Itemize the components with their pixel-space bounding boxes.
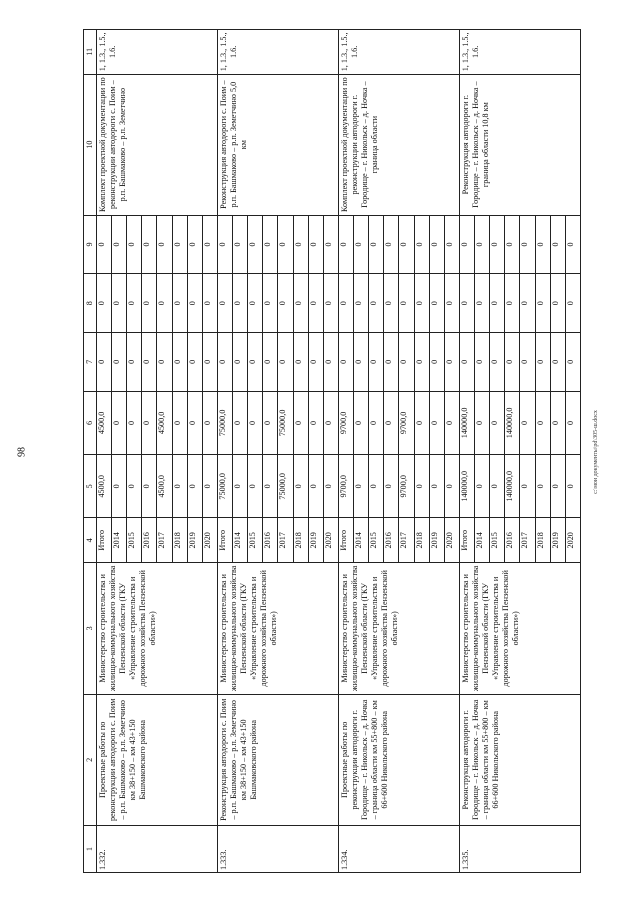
total-funding-value: 9700,0 <box>339 455 354 517</box>
local-budget-value: 0 <box>202 301 212 306</box>
year-list-value: 2015 <box>369 518 384 562</box>
year-list-value: 2020 <box>565 532 575 549</box>
year-list-value: 2019 <box>308 518 323 562</box>
total-funding-value: 75000,0 <box>278 455 293 517</box>
regional-budget-value: 0 <box>369 392 384 454</box>
other-sources-value: 0 <box>202 242 212 247</box>
regional-budget-value: 0 <box>293 392 308 454</box>
measure-name: Реконструкция автодороги г. Городище – г. Никольск – д. Ночка – граница области км 55+800 – км 66+600 Никольского района <box>460 694 581 825</box>
other-sources <box>339 215 460 274</box>
header-row <box>84 30 97 873</box>
other-sources-value: 0 <box>323 242 333 247</box>
local-budget-value: 0 <box>233 274 248 332</box>
expected-result: Реконструкция автодороги с. Поим – р.п. Башмаково – р.п. Земетчино 5,0 км <box>218 74 339 215</box>
local-budget-value: 0 <box>323 301 333 306</box>
table-row <box>339 30 460 873</box>
other-sources <box>218 215 339 274</box>
year-list-value: 2016 <box>142 518 157 562</box>
federal-budget-value: 0 <box>490 333 505 391</box>
expected-result: Комплект проектной документации по реконструкции автодороги г. Городище – г. Никольск – д. Ночка – граница области <box>339 74 460 215</box>
year-list-value: Итого <box>460 518 475 562</box>
federal-budget-value: 0 <box>565 359 575 364</box>
indicator-reference: 1, 1.3., 1.5., 1.6. <box>218 30 339 75</box>
federal-budget-value: 0 <box>218 333 233 391</box>
total-funding <box>460 455 581 518</box>
year-list <box>97 518 218 563</box>
other-sources-value: 0 <box>460 216 475 274</box>
year-list-value: 2018 <box>293 518 308 562</box>
other-sources-value: 0 <box>187 216 202 274</box>
column-header-6: 6 <box>84 391 97 454</box>
total-funding-value: 4500,0 <box>97 455 112 517</box>
column-header-10: 10 <box>84 74 97 215</box>
local-budget-value: 0 <box>429 274 444 332</box>
other-sources-value: 0 <box>550 216 565 274</box>
total-funding <box>218 455 339 518</box>
measure-name: Реконструкция автодороги с. Поим – р.п. Башмаково – р.п. Земетчино км 38+150 – км 43+150 Башмаковского района <box>218 694 339 825</box>
total-funding-value: 0 <box>308 455 323 517</box>
total-funding-value: 0 <box>354 455 369 517</box>
federal-budget-value: 0 <box>384 333 399 391</box>
other-sources <box>460 215 581 274</box>
other-sources-value: 0 <box>97 216 112 274</box>
regional-budget-value: 0 <box>475 392 490 454</box>
regional-budget-value: 4500,0 <box>157 392 172 454</box>
regional-budget <box>97 391 218 454</box>
year-list <box>460 518 581 563</box>
federal-budget-value: 0 <box>172 333 187 391</box>
total-funding-value: 0 <box>520 455 535 517</box>
year-list <box>339 518 460 563</box>
federal-budget <box>97 332 218 391</box>
other-sources-value: 0 <box>444 242 454 247</box>
federal-budget-value: 0 <box>233 333 248 391</box>
year-list-value: Итого <box>218 518 233 562</box>
year-list-value: 2019 <box>187 518 202 562</box>
local-budget <box>218 274 339 333</box>
total-funding-value: 0 <box>233 455 248 517</box>
local-budget-value: 0 <box>112 274 127 332</box>
local-budget-value: 0 <box>172 274 187 332</box>
total-funding-value: 0 <box>202 484 212 489</box>
other-sources-value: 0 <box>490 216 505 274</box>
year-list <box>218 518 339 563</box>
footer-file-path-text: c:\мои документы\pd\305-ш.docx <box>593 410 599 494</box>
year-list-value: Итого <box>97 518 112 562</box>
local-budget-value: 0 <box>535 274 550 332</box>
local-budget-value: 0 <box>520 274 535 332</box>
other-sources-value: 0 <box>429 216 444 274</box>
other-sources-value: 0 <box>293 216 308 274</box>
regional-budget-value: 140000,0 <box>460 392 475 454</box>
total-funding-value: 0 <box>248 455 263 517</box>
year-list-value: 2020 <box>444 532 454 549</box>
total-funding-value: 0 <box>414 455 429 517</box>
local-budget-value: 0 <box>475 274 490 332</box>
other-sources-value: 0 <box>520 216 535 274</box>
total-funding-value: 140000,0 <box>505 455 520 517</box>
local-budget-value: 0 <box>293 274 308 332</box>
federal-budget-value: 0 <box>112 333 127 391</box>
other-sources-value: 0 <box>218 216 233 274</box>
year-list-value: 2016 <box>505 518 520 562</box>
other-sources-value: 0 <box>172 216 187 274</box>
federal-budget-value: 0 <box>460 333 475 391</box>
column-header-8: 8 <box>84 274 97 333</box>
local-budget-value: 0 <box>399 274 414 332</box>
federal-budget-value: 0 <box>505 333 520 391</box>
local-budget <box>339 274 460 333</box>
regional-budget-value: 0 <box>172 392 187 454</box>
federal-budget-value: 0 <box>339 333 354 391</box>
table-row <box>97 30 218 873</box>
local-budget-value: 0 <box>384 274 399 332</box>
indicator-reference: 1, 1.3., 1.5., 1.6. <box>460 30 581 75</box>
regional-budget-value: 0 <box>248 392 263 454</box>
local-budget <box>97 274 218 333</box>
local-budget <box>460 274 581 333</box>
regional-budget-value: 9700,0 <box>399 392 414 454</box>
federal-budget-value: 0 <box>202 359 212 364</box>
total-funding-value: 140000,0 <box>460 455 475 517</box>
rotated-table-container <box>83 29 581 873</box>
federal-budget-value: 0 <box>444 359 454 364</box>
other-sources-value: 0 <box>263 216 278 274</box>
executor-name: Министерство строительства и жилищно-коммунального хозяйства Пензенской области (ГКУ «Управление строительства и дорожного хозяйства Пензенской области») <box>218 563 339 694</box>
other-sources-value: 0 <box>127 216 142 274</box>
regional-budget <box>218 391 339 454</box>
year-list-value: 2017 <box>278 518 293 562</box>
other-sources-value: 0 <box>535 216 550 274</box>
year-list-value: 2020 <box>202 532 212 549</box>
federal-budget-value: 0 <box>142 333 157 391</box>
total-funding-value: 0 <box>429 455 444 517</box>
local-budget-value: 0 <box>187 274 202 332</box>
local-budget-value: 0 <box>248 274 263 332</box>
federal-budget-value: 0 <box>157 333 172 391</box>
total-funding-value: 9700,0 <box>399 455 414 517</box>
other-sources <box>97 215 218 274</box>
other-sources-value: 0 <box>505 216 520 274</box>
year-list-value: 2018 <box>414 518 429 562</box>
total-funding-value: 0 <box>490 455 505 517</box>
year-list-value: 2014 <box>354 518 369 562</box>
local-budget-value: 0 <box>339 274 354 332</box>
federal-budget-value: 0 <box>369 333 384 391</box>
local-budget-value: 0 <box>263 274 278 332</box>
regional-budget-value: 0 <box>444 420 454 425</box>
regional-budget-value: 0 <box>202 420 212 425</box>
local-budget-value: 0 <box>460 274 475 332</box>
total-funding-value: 0 <box>384 455 399 517</box>
federal-budget-value: 0 <box>429 333 444 391</box>
federal-budget-value: 0 <box>535 333 550 391</box>
other-sources-value: 0 <box>112 216 127 274</box>
regional-budget-value: 9700,0 <box>339 392 354 454</box>
expected-result: Комплект проектной документации по реконструкции автодороги с. Поим – р.п. Башмаково – р.п. Земетчино <box>97 74 218 215</box>
indicator-reference: 1, 1.3., 1.5., 1.6. <box>97 30 218 75</box>
local-budget-value: 0 <box>157 274 172 332</box>
year-list-value: 2014 <box>233 518 248 562</box>
local-budget-value: 0 <box>142 274 157 332</box>
year-list-value: 2015 <box>127 518 142 562</box>
local-budget-value: 0 <box>278 274 293 332</box>
regional-budget-value: 0 <box>490 392 505 454</box>
total-funding-value: 0 <box>369 455 384 517</box>
column-header-5: 5 <box>84 455 97 518</box>
local-budget-value: 0 <box>505 274 520 332</box>
total-funding-value: 0 <box>293 455 308 517</box>
column-header-11: 11 <box>84 30 97 75</box>
other-sources-value: 0 <box>248 216 263 274</box>
local-budget-value: 0 <box>218 274 233 332</box>
federal-budget-value: 0 <box>187 333 202 391</box>
total-funding-value: 0 <box>187 455 202 517</box>
row-number: 1.332. <box>97 826 218 873</box>
federal-budget-value: 0 <box>278 333 293 391</box>
regional-budget-value: 0 <box>429 392 444 454</box>
total-funding-value: 4500,0 <box>157 455 172 517</box>
total-funding-value: 0 <box>565 484 575 489</box>
total-funding-value: 0 <box>112 455 127 517</box>
column-header-4: 4 <box>84 518 97 563</box>
total-funding-value: 0 <box>444 484 454 489</box>
column-header-2: 2 <box>84 694 97 825</box>
total-funding-value: 75000,0 <box>218 455 233 517</box>
year-list-value: 2014 <box>475 518 490 562</box>
regional-budget-value: 0 <box>520 392 535 454</box>
federal-budget-value: 0 <box>127 333 142 391</box>
other-sources-value: 0 <box>475 216 490 274</box>
executor-name: Министерство строительства и жилищно-коммунального хозяйства Пензенской области (ГКУ «Управление строительства и дорожного хозяйства Пензенской области») <box>460 563 581 694</box>
year-list-value: 2015 <box>490 518 505 562</box>
regional-budget <box>460 391 581 454</box>
other-sources-value: 0 <box>339 216 354 274</box>
table-body <box>97 30 581 873</box>
local-budget-value: 0 <box>369 274 384 332</box>
other-sources-value: 0 <box>414 216 429 274</box>
page-number-text: 98 <box>16 447 28 457</box>
local-budget-value: 0 <box>308 274 323 332</box>
total-funding-value: 0 <box>550 455 565 517</box>
column-header-1: 1 <box>84 826 97 873</box>
column-header-3: 3 <box>84 563 97 694</box>
executor-name: Министерство строительства и жилищно-коммунального хозяйства Пензенской области (ГКУ «Управление строительства и дорожного хозяйства Пензенской области») <box>97 563 218 694</box>
regional-budget <box>339 391 460 454</box>
regional-budget-value: 0 <box>565 420 575 425</box>
year-list-value: 2015 <box>248 518 263 562</box>
year-list-value: 2019 <box>429 518 444 562</box>
local-budget-value: 0 <box>97 274 112 332</box>
column-header-9: 9 <box>84 215 97 274</box>
federal-budget <box>339 332 460 391</box>
total-funding-value: 0 <box>323 484 333 489</box>
regional-budget-value: 0 <box>308 392 323 454</box>
year-list-value: 2017 <box>399 518 414 562</box>
local-budget-value: 0 <box>444 301 454 306</box>
federal-budget-value: 0 <box>323 359 333 364</box>
regional-budget-value: 0 <box>263 392 278 454</box>
other-sources-value: 0 <box>384 216 399 274</box>
federal-budget-value: 0 <box>263 333 278 391</box>
regional-budget-value: 75000,0 <box>278 392 293 454</box>
executor-name: Министерство строительства и жилищно-коммунального хозяйства Пензенской области (ГКУ «Управление строительства и дорожного хозяйства Пензенской области») <box>339 563 460 694</box>
total-funding-value: 0 <box>475 455 490 517</box>
measure-name: Проектные работы по реконструкции автодороги г. Городище – г. Никольск – д. Ночка – граница области км 55+800 – км 66+600 Никольского района <box>339 694 460 825</box>
federal-budget-value: 0 <box>550 333 565 391</box>
local-budget-value: 0 <box>490 274 505 332</box>
regional-budget-value: 0 <box>112 392 127 454</box>
federal-budget-value: 0 <box>97 333 112 391</box>
year-list-value: Итого <box>339 518 354 562</box>
federal-budget-value: 0 <box>399 333 414 391</box>
local-budget-value: 0 <box>354 274 369 332</box>
other-sources-value: 0 <box>399 216 414 274</box>
local-budget-value: 0 <box>550 274 565 332</box>
program-measures-table <box>83 29 581 873</box>
total-funding <box>97 455 218 518</box>
year-list-value: 2020 <box>323 532 333 549</box>
total-funding-value: 0 <box>142 455 157 517</box>
other-sources-value: 0 <box>233 216 248 274</box>
local-budget-value: 0 <box>565 301 575 306</box>
federal-budget <box>218 332 339 391</box>
total-funding-value: 0 <box>172 455 187 517</box>
other-sources-value: 0 <box>278 216 293 274</box>
federal-budget-value: 0 <box>354 333 369 391</box>
row-number: 1.334. <box>339 826 460 873</box>
regional-budget-value: 0 <box>414 392 429 454</box>
regional-budget-value: 0 <box>535 392 550 454</box>
regional-budget-value: 0 <box>323 420 333 425</box>
year-list-value: 2016 <box>263 518 278 562</box>
regional-budget-value: 0 <box>127 392 142 454</box>
year-list-value: 2018 <box>535 518 550 562</box>
federal-budget-value: 0 <box>475 333 490 391</box>
regional-budget-value: 75000,0 <box>218 392 233 454</box>
other-sources-value: 0 <box>157 216 172 274</box>
regional-budget-value: 0 <box>550 392 565 454</box>
regional-budget-value: 0 <box>384 392 399 454</box>
year-list-value: 2018 <box>172 518 187 562</box>
year-list-value: 2016 <box>384 518 399 562</box>
column-header-7: 7 <box>84 332 97 391</box>
federal-budget-value: 0 <box>293 333 308 391</box>
federal-budget-value: 0 <box>520 333 535 391</box>
federal-budget-value: 0 <box>248 333 263 391</box>
total-funding-value: 0 <box>127 455 142 517</box>
regional-budget-value: 0 <box>354 392 369 454</box>
measure-name: Проектные работы по реконструкции автодороги с. Поим – р.п. Башмаково – р.п. Земетчино км 38+150 – км 43+150 Башмаковского района <box>97 694 218 825</box>
table-row <box>218 30 339 873</box>
table-row <box>460 30 581 873</box>
federal-budget-value: 0 <box>308 333 323 391</box>
total-funding-value: 0 <box>263 455 278 517</box>
federal-budget <box>460 332 581 391</box>
row-number: 1.335. <box>460 826 581 873</box>
row-number: 1.333. <box>218 826 339 873</box>
local-budget-value: 0 <box>127 274 142 332</box>
regional-budget-value: 0 <box>233 392 248 454</box>
regional-budget-value: 4500,0 <box>97 392 112 454</box>
indicator-reference: 1, 1.3., 1.5., 1.6. <box>339 30 460 75</box>
other-sources-value: 0 <box>369 216 384 274</box>
year-list-value: 2017 <box>520 518 535 562</box>
total-funding-value: 0 <box>535 455 550 517</box>
year-list-value: 2017 <box>157 518 172 562</box>
expected-result: Реконструкция автодороги г. Городище – г. Никольск – д. Ночка – граница области 10,8 км <box>460 74 581 215</box>
other-sources-value: 0 <box>354 216 369 274</box>
other-sources-value: 0 <box>142 216 157 274</box>
federal-budget-value: 0 <box>414 333 429 391</box>
year-list-value: 2019 <box>550 518 565 562</box>
local-budget-value: 0 <box>414 274 429 332</box>
year-list-value: 2014 <box>112 518 127 562</box>
regional-budget-value: 0 <box>187 392 202 454</box>
regional-budget-value: 140000,0 <box>505 392 520 454</box>
regional-budget-value: 0 <box>142 392 157 454</box>
total-funding <box>339 455 460 518</box>
other-sources-value: 0 <box>565 242 575 247</box>
other-sources-value: 0 <box>308 216 323 274</box>
